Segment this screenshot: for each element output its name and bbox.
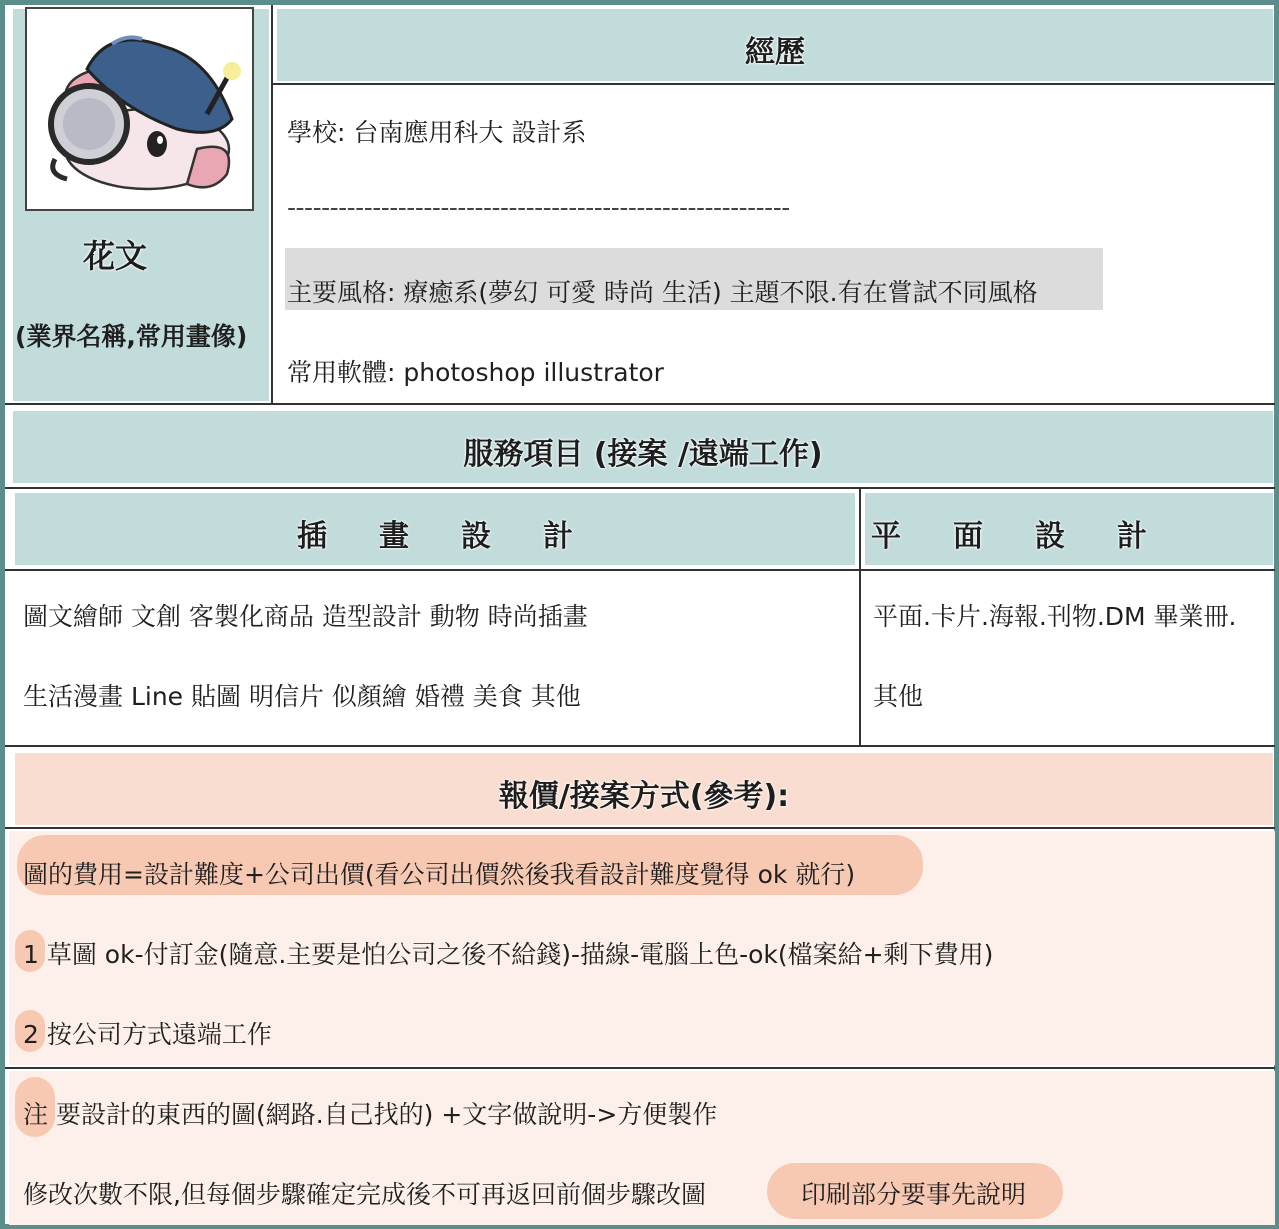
- avatar: [25, 7, 254, 211]
- experience-divider-text: -----------------------------------------------------------: [287, 193, 790, 222]
- experience-style: 主要風格: 療癒系(夢幻 可愛 時尚 生活) 主題不限.有在嘗試不同風格: [287, 278, 1038, 307]
- pricing-step2: 2 按公司方式遠端工作: [23, 1020, 272, 1049]
- graphic-header: 平面設計: [871, 519, 1199, 554]
- pricing-header: 報價/接案方式(參考):: [498, 779, 790, 814]
- experience-header: 經歷: [745, 35, 805, 70]
- profile-note: (業界名稱,常用畫像): [15, 322, 248, 351]
- pricing-fee: 圖的費用=設計難度+公司出價(看公司出價然後我看設計難度覺得 ok 就行): [23, 860, 856, 889]
- services-header: 服務項目 (接案 /遠端工作): [463, 437, 823, 472]
- graphic-list-line2: 其他: [873, 682, 924, 711]
- experience-school: 學校: 台南應用科大 設計系: [287, 118, 587, 147]
- illustration-list-line2: 生活漫畫 Line 貼圖 明信片 似顏繪 婚禮 美食 其他: [23, 682, 581, 711]
- divider: [5, 487, 1275, 489]
- divider: [271, 5, 273, 403]
- pricing-step1: 1 草圖 ok-付訂金(隨意.主要是怕公司之後不給錢)-描線-電腦上色-ok(檔案給+剩下費用): [23, 940, 994, 969]
- profile-name: 花文: [82, 237, 147, 275]
- pricing-revision: 修改次數不限,但每個步驟確定完成後不可再返回前個步驟改圖: [23, 1180, 706, 1209]
- divider: [273, 83, 1275, 85]
- illustration-list-line1: 圖文繪師 文創 客製化商品 造型設計 動物 時尚插畫: [23, 602, 588, 631]
- divider: [5, 403, 1275, 405]
- pricing-print-note: 印刷部分要事先說明: [801, 1180, 1027, 1209]
- divider: [5, 827, 1275, 829]
- experience-software: 常用軟體: photoshop illustrator: [287, 358, 664, 387]
- divider: [5, 1067, 1275, 1069]
- graphic-list-line1: 平面.卡片.海報.刊物.DM 畢業冊.: [873, 602, 1237, 631]
- divider: [5, 745, 1275, 747]
- pricing-note: 注 要設計的東西的圖(網路.自己找的) +文字做說明->方便製作: [23, 1100, 718, 1129]
- illustration-header: 插畫設計: [297, 519, 625, 554]
- avatar-illustration: [27, 9, 252, 209]
- divider: [5, 569, 1275, 571]
- divider: [859, 489, 861, 745]
